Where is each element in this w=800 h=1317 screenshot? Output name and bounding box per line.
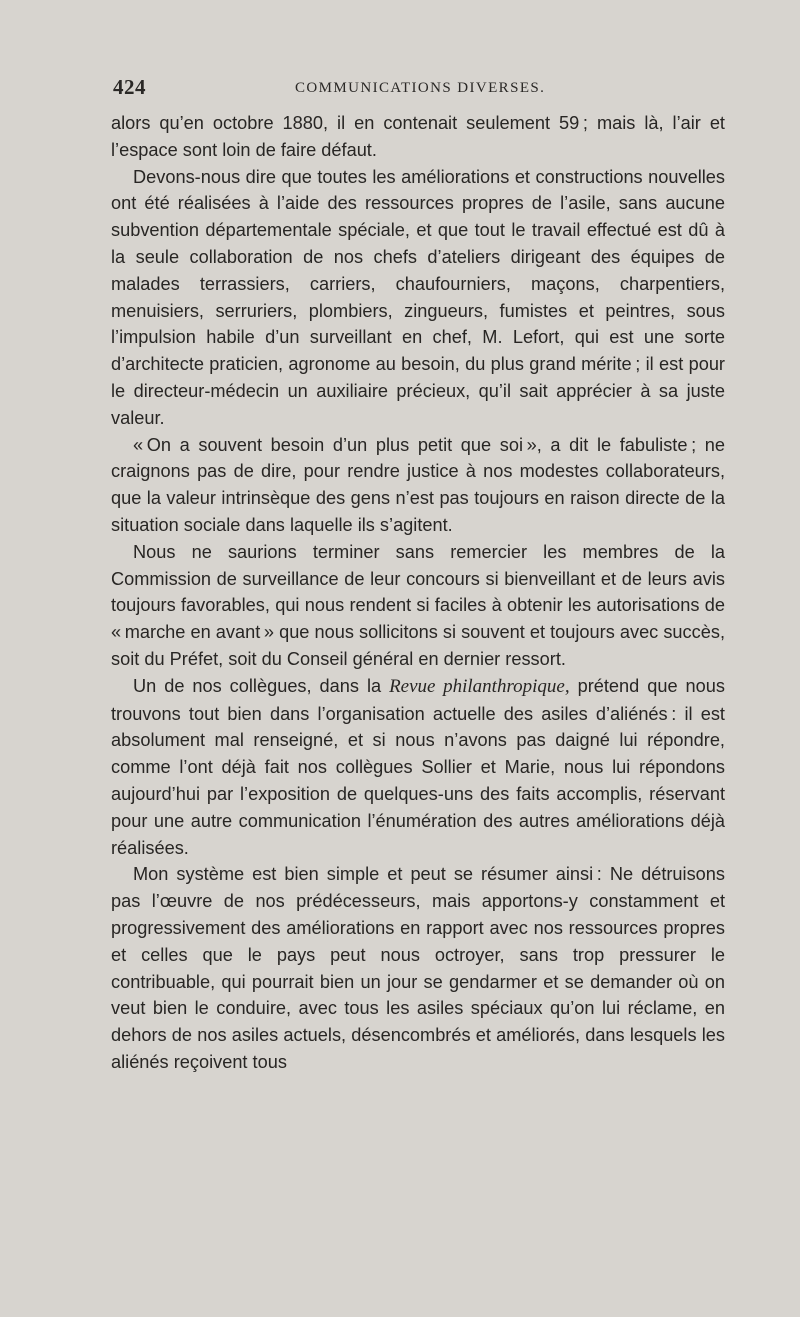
paragraph-5-start: Un de nos collègues, dans la [133, 675, 390, 696]
paragraph-3: « On a souvent besoin d’un plus petit que soi », a dit le fabuliste ; ne craignons pas de dire, pour rendre justice à nos modestes collaborateurs, que la valeur intrinsèque des gens n’est pas toujours en raison directe de la situation sociale dans laquelle ils s’agitent. [111, 434, 725, 535]
running-title: COMMUNICATIONS DIVERSES. [295, 80, 546, 96]
paragraph-2: Devons-nous dire que toutes les améliorations et constructions nouvelles ont été réalisées à l’aide des ressources propres de l’asile, sans aucune subvention départementale spéciale, et que tout le travail effectué est dû à la seule collaboration de nos chefs d’ateliers dirigeant des équipes de malades terrassiers, carriers, chaufourniers, maçons, charpentiers, menuisiers, serruriers, plombiers, zingueurs, fumistes et peintres, sous l’impulsion habile d’un surveillant en chef, M. Lefort, qui est une sorte d’architecte praticien, agronome au besoin, du plus grand mérite ; il est pour le directeur-médecin un auxiliaire précieux, qu’il sait apprécier à sa juste valeur. [111, 166, 725, 428]
page-number: 424 [113, 75, 146, 99]
paragraph-5-rest: prétend que nous trouvons tout bien dans l’organisation actuelle des asiles d’aliénés : il est absolument mal renseigné, et si nous n’avons pas daigné lui répondre, comme l’ont déjà fait nos collègues Sollier et Marie, nous lui répondons aujourd’hui par l’exposition de quelques-uns des faits accomplis, réservant pour une autre communication l’énumération des autres améliorations déjà réalisées. [111, 675, 725, 858]
paragraph-6: Mon système est bien simple et peut se résumer ainsi : Ne détruisons pas l’œuvre de nos prédécesseurs, mais apportons-y constamment et progressivement des améliorations en rapport avec nos ressources propres et celles que le pays peut nous octroyer, sans trop pressurer le contribuable, qui pourrait bien un jour se gendarmer et se demander où on veut bien le conduire, avec tous les asiles spéciaux qu’on lui réclame, en dehors de nos asiles actuels, désencombrés et améliorés, dans lesquels les aliénés reçoivent tous [111, 864, 725, 1072]
page-header [113, 75, 727, 105]
paragraph-4: Nous ne saurions terminer sans remercier les membres de la Commission de surveillance de leur concours si bienveillant et de leurs avis toujours favorables, qui nous rendent si faciles à obtenir les autorisations de « marche en avant » que nous sollicitons si souvent et toujours avec succès, soit du Préfet, soit du Conseil général en dernier ressort. [111, 541, 725, 669]
journal-title: Revue philanthropique, [389, 675, 570, 697]
paragraph-5 [111, 673, 725, 862]
body-text [111, 110, 725, 1076]
paragraph-1: alors qu’en octobre 1880, il en contenait seulement 59 ; mais là, l’air et l’espace sont loin de faire défaut. [111, 113, 725, 160]
